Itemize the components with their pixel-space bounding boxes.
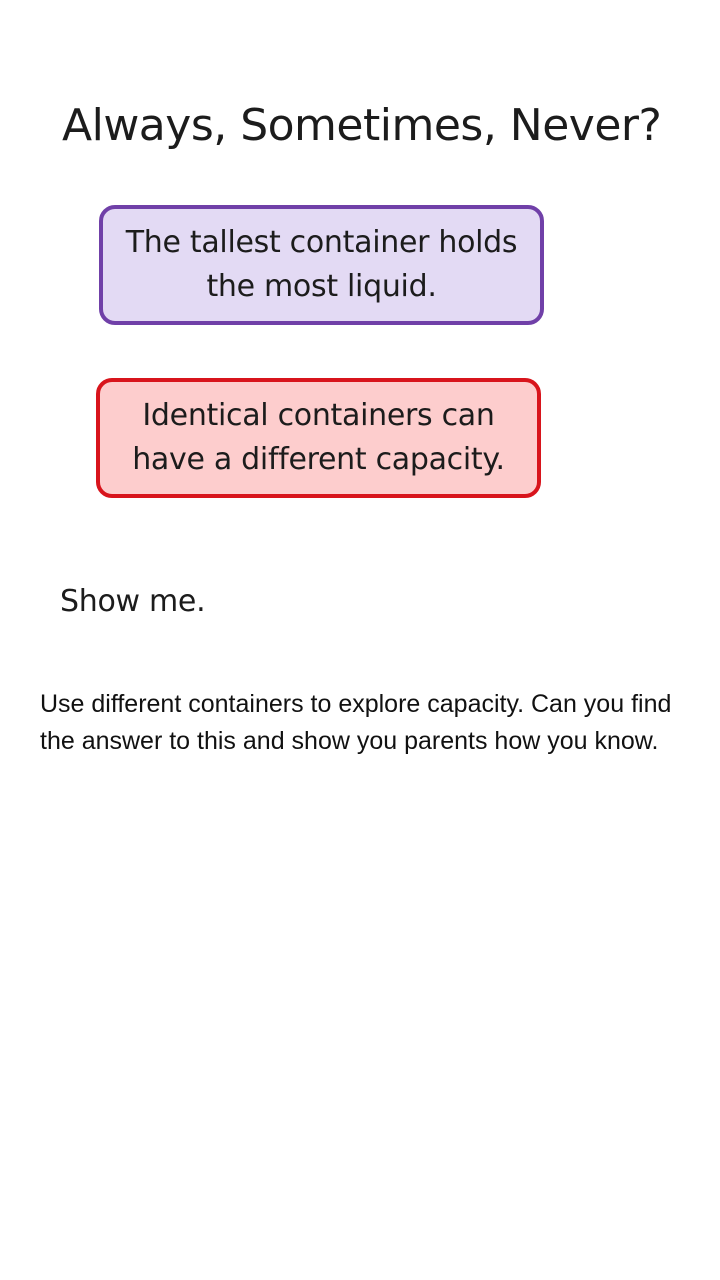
statement-line-1: Identical containers can: [142, 398, 495, 433]
instructions-text-box: [40, 686, 710, 780]
statement-card-tallest-container: [99, 205, 544, 325]
instructions-text: Use different containers to explore capacity. Can you find the answer to this and show you parents how you know.: [40, 690, 672, 755]
show-me-prompt: Show me.: [60, 584, 206, 619]
statement-line-2: have a different capacity.: [132, 442, 505, 477]
statement-line-2: the most liquid.: [206, 269, 437, 304]
statement-line-1: The tallest container holds: [125, 225, 518, 260]
page-title: Always, Sometimes, Never?: [62, 100, 662, 151]
statement-text: [126, 221, 518, 309]
statement-text: [132, 394, 505, 482]
statement-card-identical-containers: [96, 378, 541, 498]
